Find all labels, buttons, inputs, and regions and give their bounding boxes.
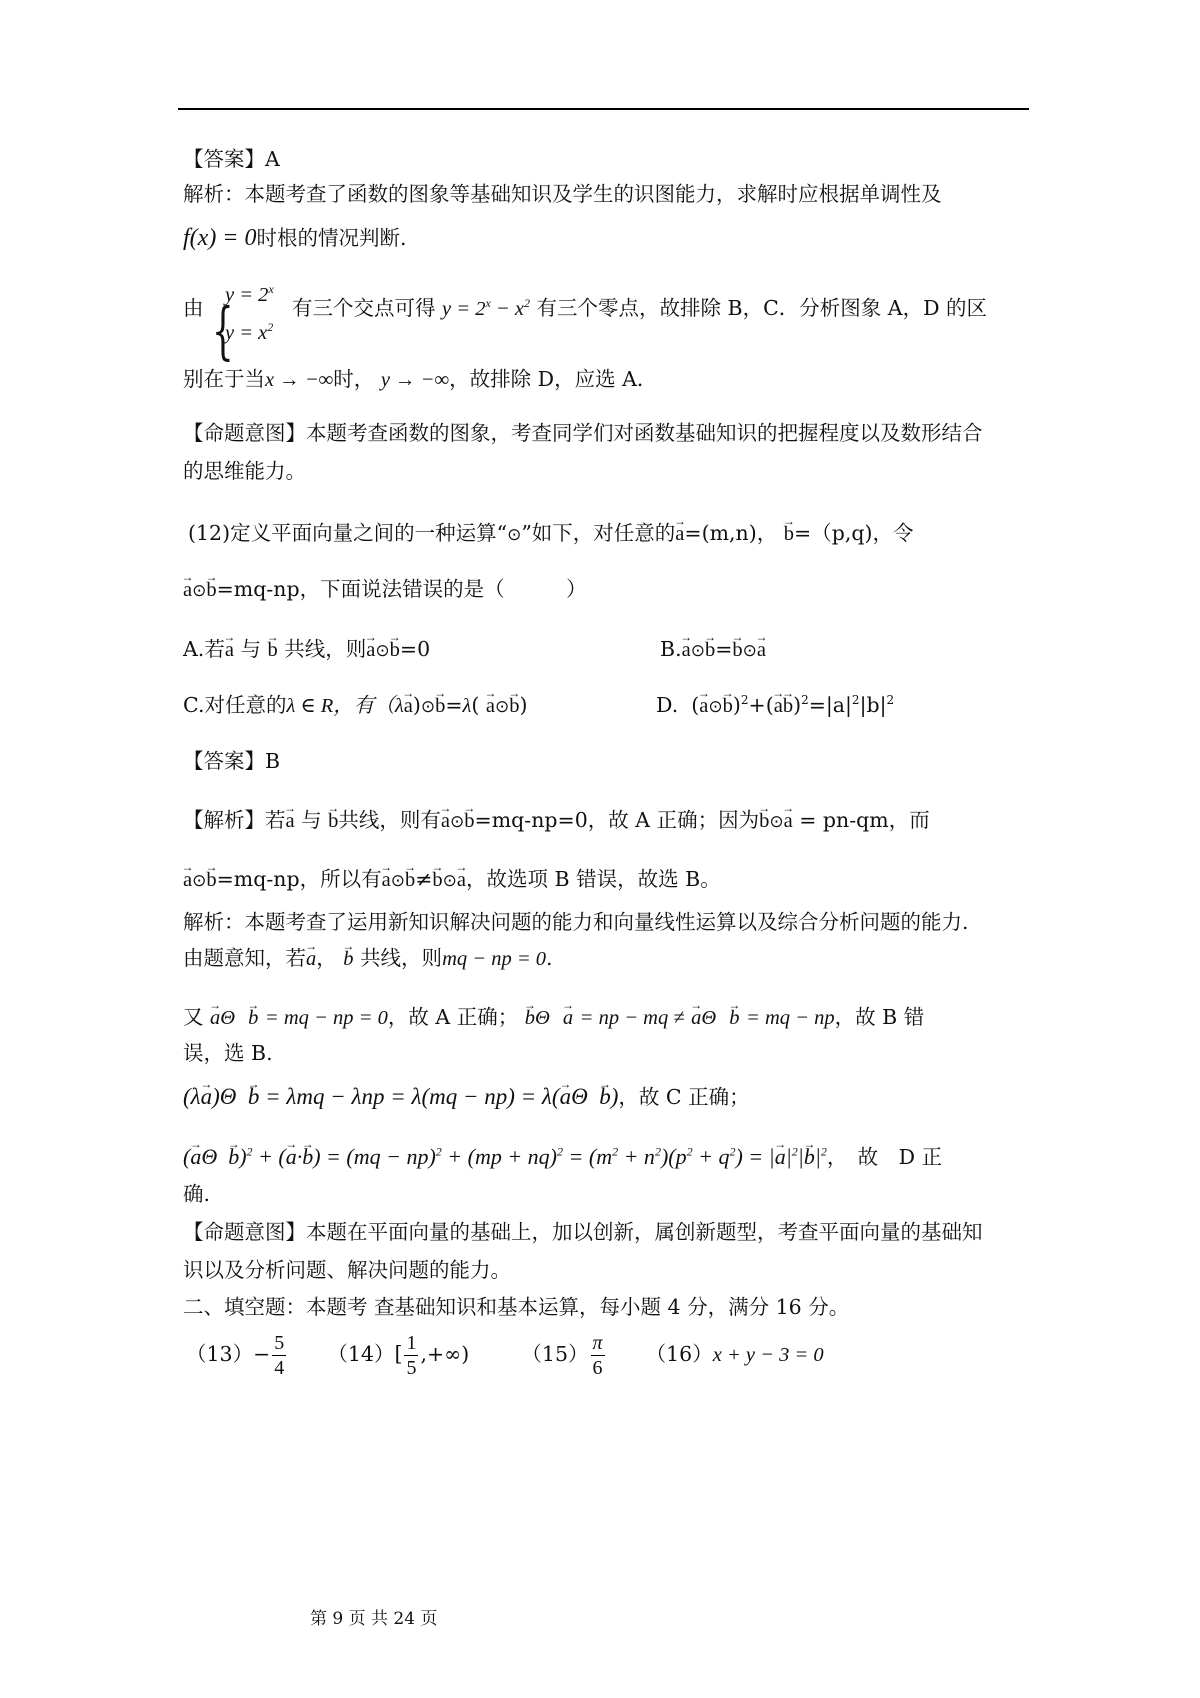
odot-operator: ⊙	[390, 871, 405, 891]
q12-definition: =mq-np，下面说法错误的是（ ）	[216, 577, 587, 601]
vector-b: → b	[525, 1005, 535, 1031]
vector-b-value: =（p,q)，令	[794, 521, 914, 545]
vector-a: → a	[183, 867, 192, 893]
question-12-line-2	[183, 576, 587, 604]
answer-14-label: （14）	[327, 1342, 395, 1366]
option-a	[183, 636, 430, 664]
vector-a: → a	[699, 693, 708, 719]
vector-b: → b	[343, 946, 353, 972]
intent-1-line-1: 【命题意图】本题考查函数的图象，考查同学们对函数基础知识的把握程度以及数形结合	[183, 421, 983, 445]
vector-a: → a	[457, 867, 466, 893]
odot-operator: ⊙	[507, 525, 522, 545]
odot-operator: ⊙	[192, 871, 207, 891]
vector-a: → a	[775, 1144, 786, 1170]
vector-b: → b	[464, 808, 474, 834]
answer-label-1: 【答案】A	[183, 147, 280, 171]
odot-operator: ⊙	[769, 812, 784, 832]
vector-b: → b	[723, 693, 733, 719]
vector-a: → a	[404, 693, 413, 719]
solution-line-2: → a⊙→ b=mq-np，所以有→ a⊙→ b≠→ b⊙→ a，故选项 B 错误，故选 B。	[183, 866, 721, 894]
answer-13-label: （13）	[186, 1342, 254, 1366]
vector-b: → b	[302, 1144, 313, 1170]
vector-b: → b	[206, 577, 216, 603]
vector-b: → b	[328, 808, 338, 834]
system-eq-1	[225, 282, 274, 307]
section-two-heading: 二、填空题：本题考 查基础知识和基本运算，每小题 4 分，满分 16 分。	[183, 1295, 850, 1319]
vector-b: → b	[206, 867, 216, 893]
vector-b: → b	[783, 693, 793, 719]
option-b-prefix: B.	[660, 637, 682, 661]
collinear-condition: mq − np = 0	[442, 948, 547, 970]
answer-14-tail: ,+∞)	[420, 1342, 470, 1366]
also-b: ，故 A 正确；	[387, 1005, 519, 1029]
answer-13-numerator: 5	[274, 1332, 285, 1354]
vector-a: → a	[190, 1144, 201, 1170]
system-eq-1-base: y = 2	[225, 284, 269, 306]
fx-equation: f(x) = 0	[183, 225, 257, 251]
vector-a: → a	[682, 637, 691, 663]
odot-operator: ⊙	[708, 697, 723, 717]
vector-b: → b	[228, 1144, 239, 1170]
intent-1-line-2: 的思维能力。	[183, 459, 306, 483]
difference-a: 别在于当	[183, 367, 265, 391]
difference-b: 时，	[333, 367, 375, 391]
answer-14-denominator: 5	[406, 1357, 417, 1379]
vector-b: → b	[432, 867, 442, 893]
vector-a: → a	[691, 1005, 701, 1031]
vector-b: → b	[804, 1144, 815, 1170]
analysis-1-line-1: 解析：本题考查了函数的图象等基础知识及学生的识图能力，求解时应根据单调性及	[183, 182, 942, 206]
system-eq-2-exp: 2	[267, 320, 274, 335]
vector-a: → a	[225, 637, 234, 663]
solution-2-b: ，故选项 B 错误，故选 B。	[466, 867, 721, 891]
also-c: ，故 B 错	[834, 1005, 925, 1029]
answer-13-denominator: 4	[274, 1357, 285, 1379]
answer-15-denominator: 6	[592, 1357, 603, 1379]
odot-operator: ⊙	[690, 641, 705, 661]
correct-text: 确.	[183, 1182, 211, 1206]
odot-operator: ⊙	[495, 697, 510, 717]
answer-16-label: （16）	[645, 1342, 713, 1366]
intent-2-line-1: 【命题意图】本题在平面向量的基础上，加以创新，属创新题型，考查平面向量的基础知	[183, 1220, 983, 1244]
answer-label-2: 【答案】B	[183, 749, 281, 773]
fill-answers	[186, 1330, 824, 1380]
system-eq-1-exp: x	[268, 282, 274, 297]
option-c: C.对任意的λ ∈ R，有（λ→ a)⊙→ b=λ( → a⊙→ b)	[183, 692, 528, 720]
vector-b: → b	[732, 637, 742, 663]
q12-mid: ”如下，对任意的	[521, 521, 676, 545]
analysis-1-line-2-text: 时根的情况判断.	[256, 226, 407, 250]
vector-b: → b	[599, 1084, 611, 1110]
page-footer: 第 9 页 共 24 页	[310, 1609, 438, 1629]
also-line: 又 → aΘ → b = mq − np = 0，故 A 正确； → bΘ → a = np − mq ≠ → aΘ → b = mq − np，故 B 错	[183, 1004, 1028, 1031]
x-limit: x → −∞	[265, 369, 334, 391]
solution-line-1	[183, 807, 930, 835]
vector-b: → b	[784, 521, 794, 547]
difference-c: ，故排除 D，应选 A．	[449, 367, 658, 391]
vector-a: → a	[757, 637, 766, 663]
known-b: 共线，则	[360, 946, 443, 970]
system-eq-2-base: y = x	[225, 322, 268, 344]
answer-14-numerator: 1	[406, 1332, 417, 1354]
zero-func-exp2: 2	[523, 296, 530, 311]
answer-13-fraction	[272, 1331, 286, 1380]
vector-a: → a	[210, 1005, 220, 1031]
vector-b: → b	[248, 1005, 258, 1031]
system-tail-a: 有三个交点可得	[292, 296, 436, 320]
vector-a: → a	[675, 521, 684, 547]
known-line: 由题意知，若→ a， → b 共线，则mq − np = 0.	[183, 945, 553, 972]
vector-a: → a	[306, 946, 316, 972]
vector-b: → b	[705, 637, 715, 663]
solution-a: 【解析】若	[183, 808, 286, 832]
also-math-2: = np − mq ≠	[579, 1007, 685, 1029]
left-brace: {	[212, 294, 234, 367]
option-c-prefix: C.对任意的	[183, 693, 287, 717]
option-b: B.→ a⊙→ b=→ b⊙→ a	[660, 636, 766, 664]
vector-b: → b	[390, 637, 400, 663]
odot-operator: ⊙	[742, 641, 757, 661]
vector-a: → a	[201, 1084, 213, 1110]
odot-operator: ⊙	[192, 581, 207, 601]
also-math-1: = mq − np = 0	[264, 1007, 388, 1029]
system-intro: 由	[183, 296, 204, 320]
vector-a-value: =(m,n)，	[684, 521, 778, 545]
question-12-line-1	[188, 520, 913, 548]
vector-a: → a	[286, 1144, 297, 1170]
vector-b: → b	[268, 637, 278, 663]
zero-func-a: y = 2	[442, 298, 486, 320]
system-tail-b: 有三个零点，故排除 B，C．分析图象 A，D 的区	[536, 296, 988, 320]
option-d-prefix: D.	[656, 693, 679, 717]
vector-a: → a	[366, 637, 375, 663]
system-eq-2	[225, 320, 273, 345]
solution-b: 共线，则有	[338, 808, 441, 832]
answer-15-fraction	[591, 1331, 605, 1380]
vector-a: → a	[183, 577, 192, 603]
analysis-1-line-2	[183, 225, 407, 251]
intent-2-line-2: 识以及分析问题、解决问题的能力。	[183, 1258, 511, 1282]
odot-operator: ⊙	[450, 812, 465, 832]
vector-a: → a	[382, 867, 391, 893]
option-a-end: =0	[399, 637, 431, 661]
vector-a: → a	[560, 1084, 572, 1110]
option-d: D. (→ a⊙→ $b)^2+(\to a\to b)^2=|a|^2|b|^2$	[656, 692, 894, 720]
option-a-mid: 与	[240, 637, 261, 661]
vector-b: → b	[248, 1084, 260, 1110]
wrong-select: 误，选 B.	[183, 1041, 273, 1065]
zero-func-b: − x	[490, 298, 524, 320]
square-tail: ， 故 D 正	[826, 1145, 943, 1169]
system-tail	[292, 295, 987, 322]
vector-b: → b	[435, 693, 445, 719]
answer-16-equation: x + y − 3 = 0	[712, 1344, 824, 1366]
answer-14-open: [	[394, 1342, 403, 1366]
zero-func-exp1: x	[485, 296, 491, 311]
vector-b: → b	[759, 808, 769, 834]
odot-operator: ⊙	[375, 641, 390, 661]
option-c-equals: =	[445, 693, 463, 717]
lambda-tail: ，故 C 正确；	[618, 1085, 750, 1109]
option-c-lambda: λ ∈ R，有（	[286, 695, 395, 717]
vector-b: → b	[729, 1005, 739, 1031]
vector-b: → b	[405, 867, 415, 893]
option-a-prefix: A.若	[183, 637, 225, 661]
answer-15-numerator: π	[592, 1332, 603, 1354]
q12-prefix: (12)定义平面向量之间的一种运算“	[188, 521, 508, 545]
also-math-3: = mq − np	[746, 1007, 835, 1029]
vector-a: → a	[441, 808, 450, 834]
solution-mid: 与	[301, 808, 322, 832]
vector-a: → a	[774, 693, 783, 719]
vector-b: → b	[509, 693, 519, 719]
also-a: 又	[183, 1005, 204, 1029]
difference-line	[183, 366, 657, 393]
analysis-2: 解析：本题考查了运用新知识解决问题的能力和向量线性运算以及综合分析问题的能力.	[183, 910, 969, 934]
odot-operator: ⊙	[420, 697, 436, 717]
odot-operator: ⊙	[442, 871, 457, 891]
vector-a: → a	[486, 693, 495, 719]
answer-13-sign: −	[253, 1342, 271, 1366]
vector-a: → a	[286, 808, 295, 834]
option-a-tail: 共线，则	[284, 637, 367, 661]
answer-15-label: （15）	[521, 1342, 589, 1366]
lambda-line: (λ→ a)Θ → b = λmq − λnp = λ(mq − np) = λ(→ aΘ → b)，故 C 正确；	[183, 1084, 750, 1110]
header-rule	[178, 108, 1029, 110]
answer-14-fraction	[404, 1331, 418, 1380]
solution-2-a: =mq-np，所以有	[216, 867, 382, 891]
known-a: 由题意知，若	[183, 946, 306, 970]
solution-d: = pn-qm，而	[799, 808, 930, 832]
vector-a: → a	[784, 808, 793, 834]
square-line: (→ aΘ → b)$^2$ + (→ $a\cdot\to b) = (mq - np)^2 + (mp + nq)^2 = (m^2 + n^2)(p^2 + q^2)$ = |→ $a|^2|\to b|^2$， 故 D 正	[183, 1144, 942, 1170]
y-limit: y → −∞	[380, 369, 450, 391]
solution-c: =mq-np=0，故 A 正确；因为	[474, 808, 760, 832]
vector-a: → a	[563, 1005, 573, 1031]
